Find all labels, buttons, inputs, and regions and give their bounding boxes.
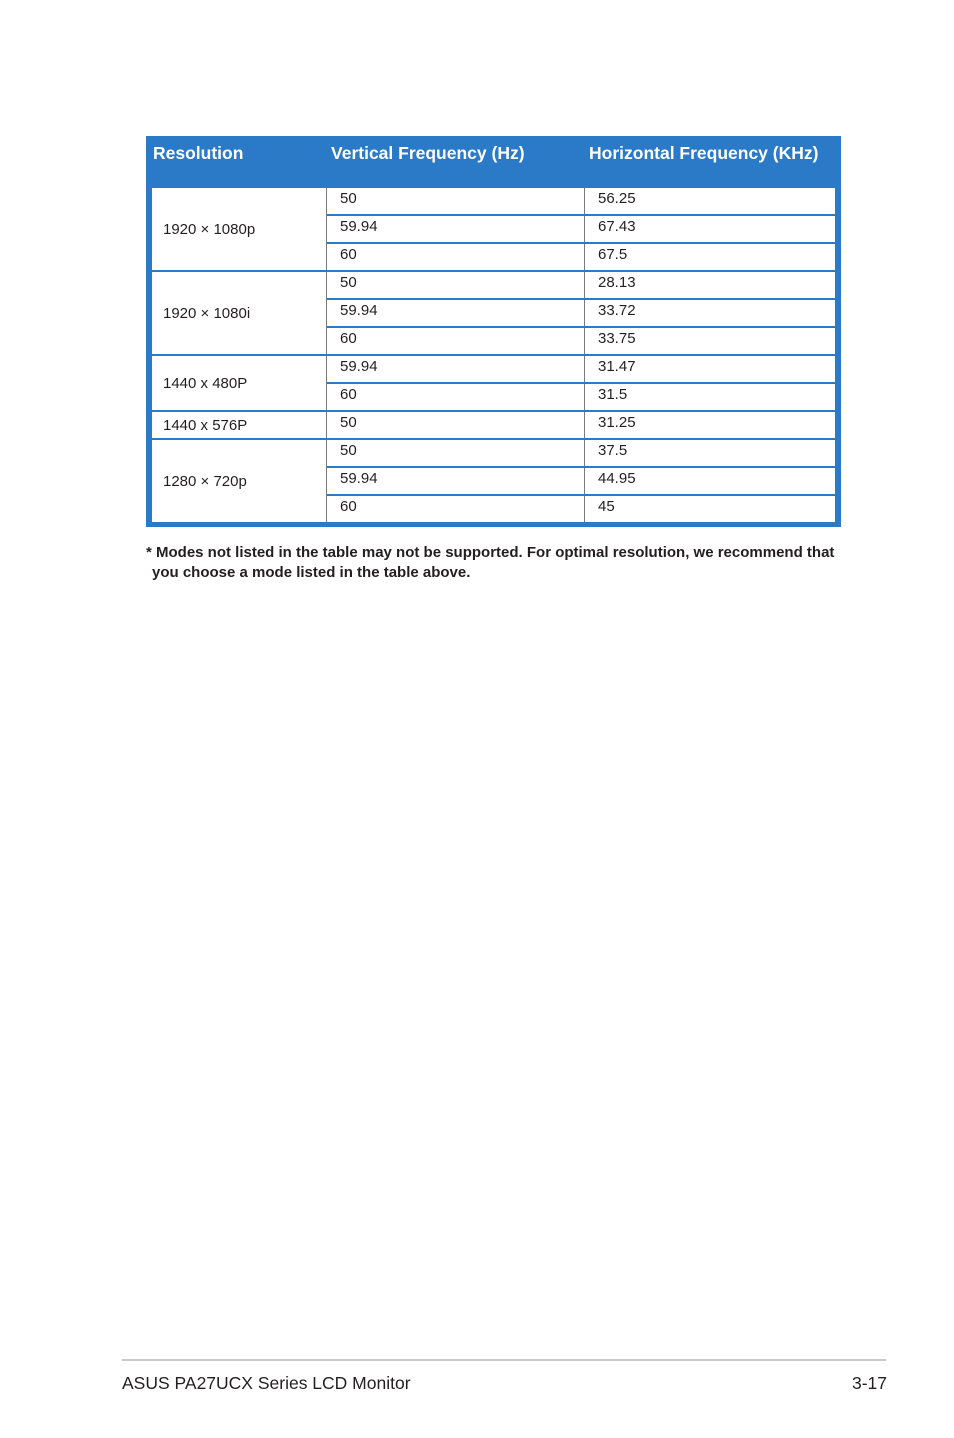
- table-row: [327, 382, 835, 410]
- table-row: [327, 356, 835, 382]
- table-row: [327, 466, 835, 494]
- horizontal-frequency-cell: 31.25: [598, 414, 636, 431]
- horizontal-frequency-cell: 28.13: [598, 274, 636, 291]
- table-row: [327, 272, 835, 298]
- horizontal-frequency-cell: 31.5: [598, 386, 628, 403]
- table-row: [327, 242, 835, 270]
- vertical-frequency-cell: 50: [327, 272, 585, 298]
- table-header: [152, 136, 835, 188]
- vertical-frequency-cell: 60: [327, 244, 585, 270]
- vertical-frequency-cell: 50: [327, 440, 585, 466]
- vertical-frequency-cell: 59.94: [327, 468, 585, 494]
- table-row: [327, 440, 835, 466]
- page-number: 3-17: [851, 1373, 887, 1393]
- table-row: [327, 214, 835, 242]
- table-row: [327, 298, 835, 326]
- resolution-cell: 1280 × 720p: [152, 440, 327, 522]
- table-row: [327, 326, 835, 354]
- footnote: [146, 543, 846, 583]
- resolution-cell: 1440 x 576P: [152, 412, 327, 438]
- horizontal-frequency-cell: 31.47: [598, 358, 636, 375]
- mode-list: [327, 356, 835, 410]
- resolution-cell: 1920 × 1080p: [152, 188, 327, 270]
- footer-divider: [122, 1359, 886, 1361]
- resolution-cell: 1440 x 480P: [152, 356, 327, 410]
- resolution-group: [152, 270, 835, 354]
- timing-table: [146, 136, 841, 527]
- header-horizontal-frequency: Horizontal Frequency (KHz): [589, 143, 819, 163]
- resolution-group: [152, 438, 835, 522]
- horizontal-frequency-cell: 45: [598, 498, 615, 515]
- vertical-frequency-cell: 59.94: [327, 216, 585, 242]
- vertical-frequency-cell: 60: [327, 384, 585, 410]
- header-resolution: Resolution: [153, 143, 244, 163]
- vertical-frequency-cell: 59.94: [327, 300, 585, 326]
- horizontal-frequency-cell: 33.72: [598, 302, 636, 319]
- footnote-line-2: you choose a mode listed in the table above.: [152, 564, 471, 581]
- table-row: [327, 412, 835, 438]
- resolution-cell: 1920 × 1080i: [152, 272, 327, 354]
- vertical-frequency-cell: 50: [327, 412, 585, 438]
- horizontal-frequency-cell: 44.95: [598, 470, 636, 487]
- vertical-frequency-cell: 59.94: [327, 356, 585, 382]
- footer-title: ASUS PA27UCX Series LCD Monitor: [122, 1373, 411, 1393]
- table-row: [327, 494, 835, 522]
- header-vertical-frequency: Vertical Frequency (Hz): [331, 143, 525, 163]
- horizontal-frequency-cell: 67.5: [598, 246, 628, 263]
- resolution-group: [152, 410, 835, 438]
- horizontal-frequency-cell: 56.25: [598, 190, 636, 207]
- table-row: [327, 188, 835, 214]
- vertical-frequency-cell: 60: [327, 496, 585, 522]
- resolution-group: [152, 188, 835, 270]
- mode-list: [327, 440, 835, 522]
- mode-list: [327, 272, 835, 354]
- mode-list: [327, 188, 835, 270]
- mode-list: [327, 412, 835, 438]
- table-body: [152, 188, 835, 522]
- horizontal-frequency-cell: 67.43: [598, 218, 636, 235]
- resolution-group: [152, 354, 835, 410]
- vertical-frequency-cell: 60: [327, 328, 585, 354]
- horizontal-frequency-cell: 37.5: [598, 442, 628, 459]
- vertical-frequency-cell: 50: [327, 188, 585, 214]
- footnote-line-1: * Modes not listed in the table may not be supported. For optimal resolution, we recommend that: [146, 544, 835, 561]
- horizontal-frequency-cell: 33.75: [598, 330, 636, 347]
